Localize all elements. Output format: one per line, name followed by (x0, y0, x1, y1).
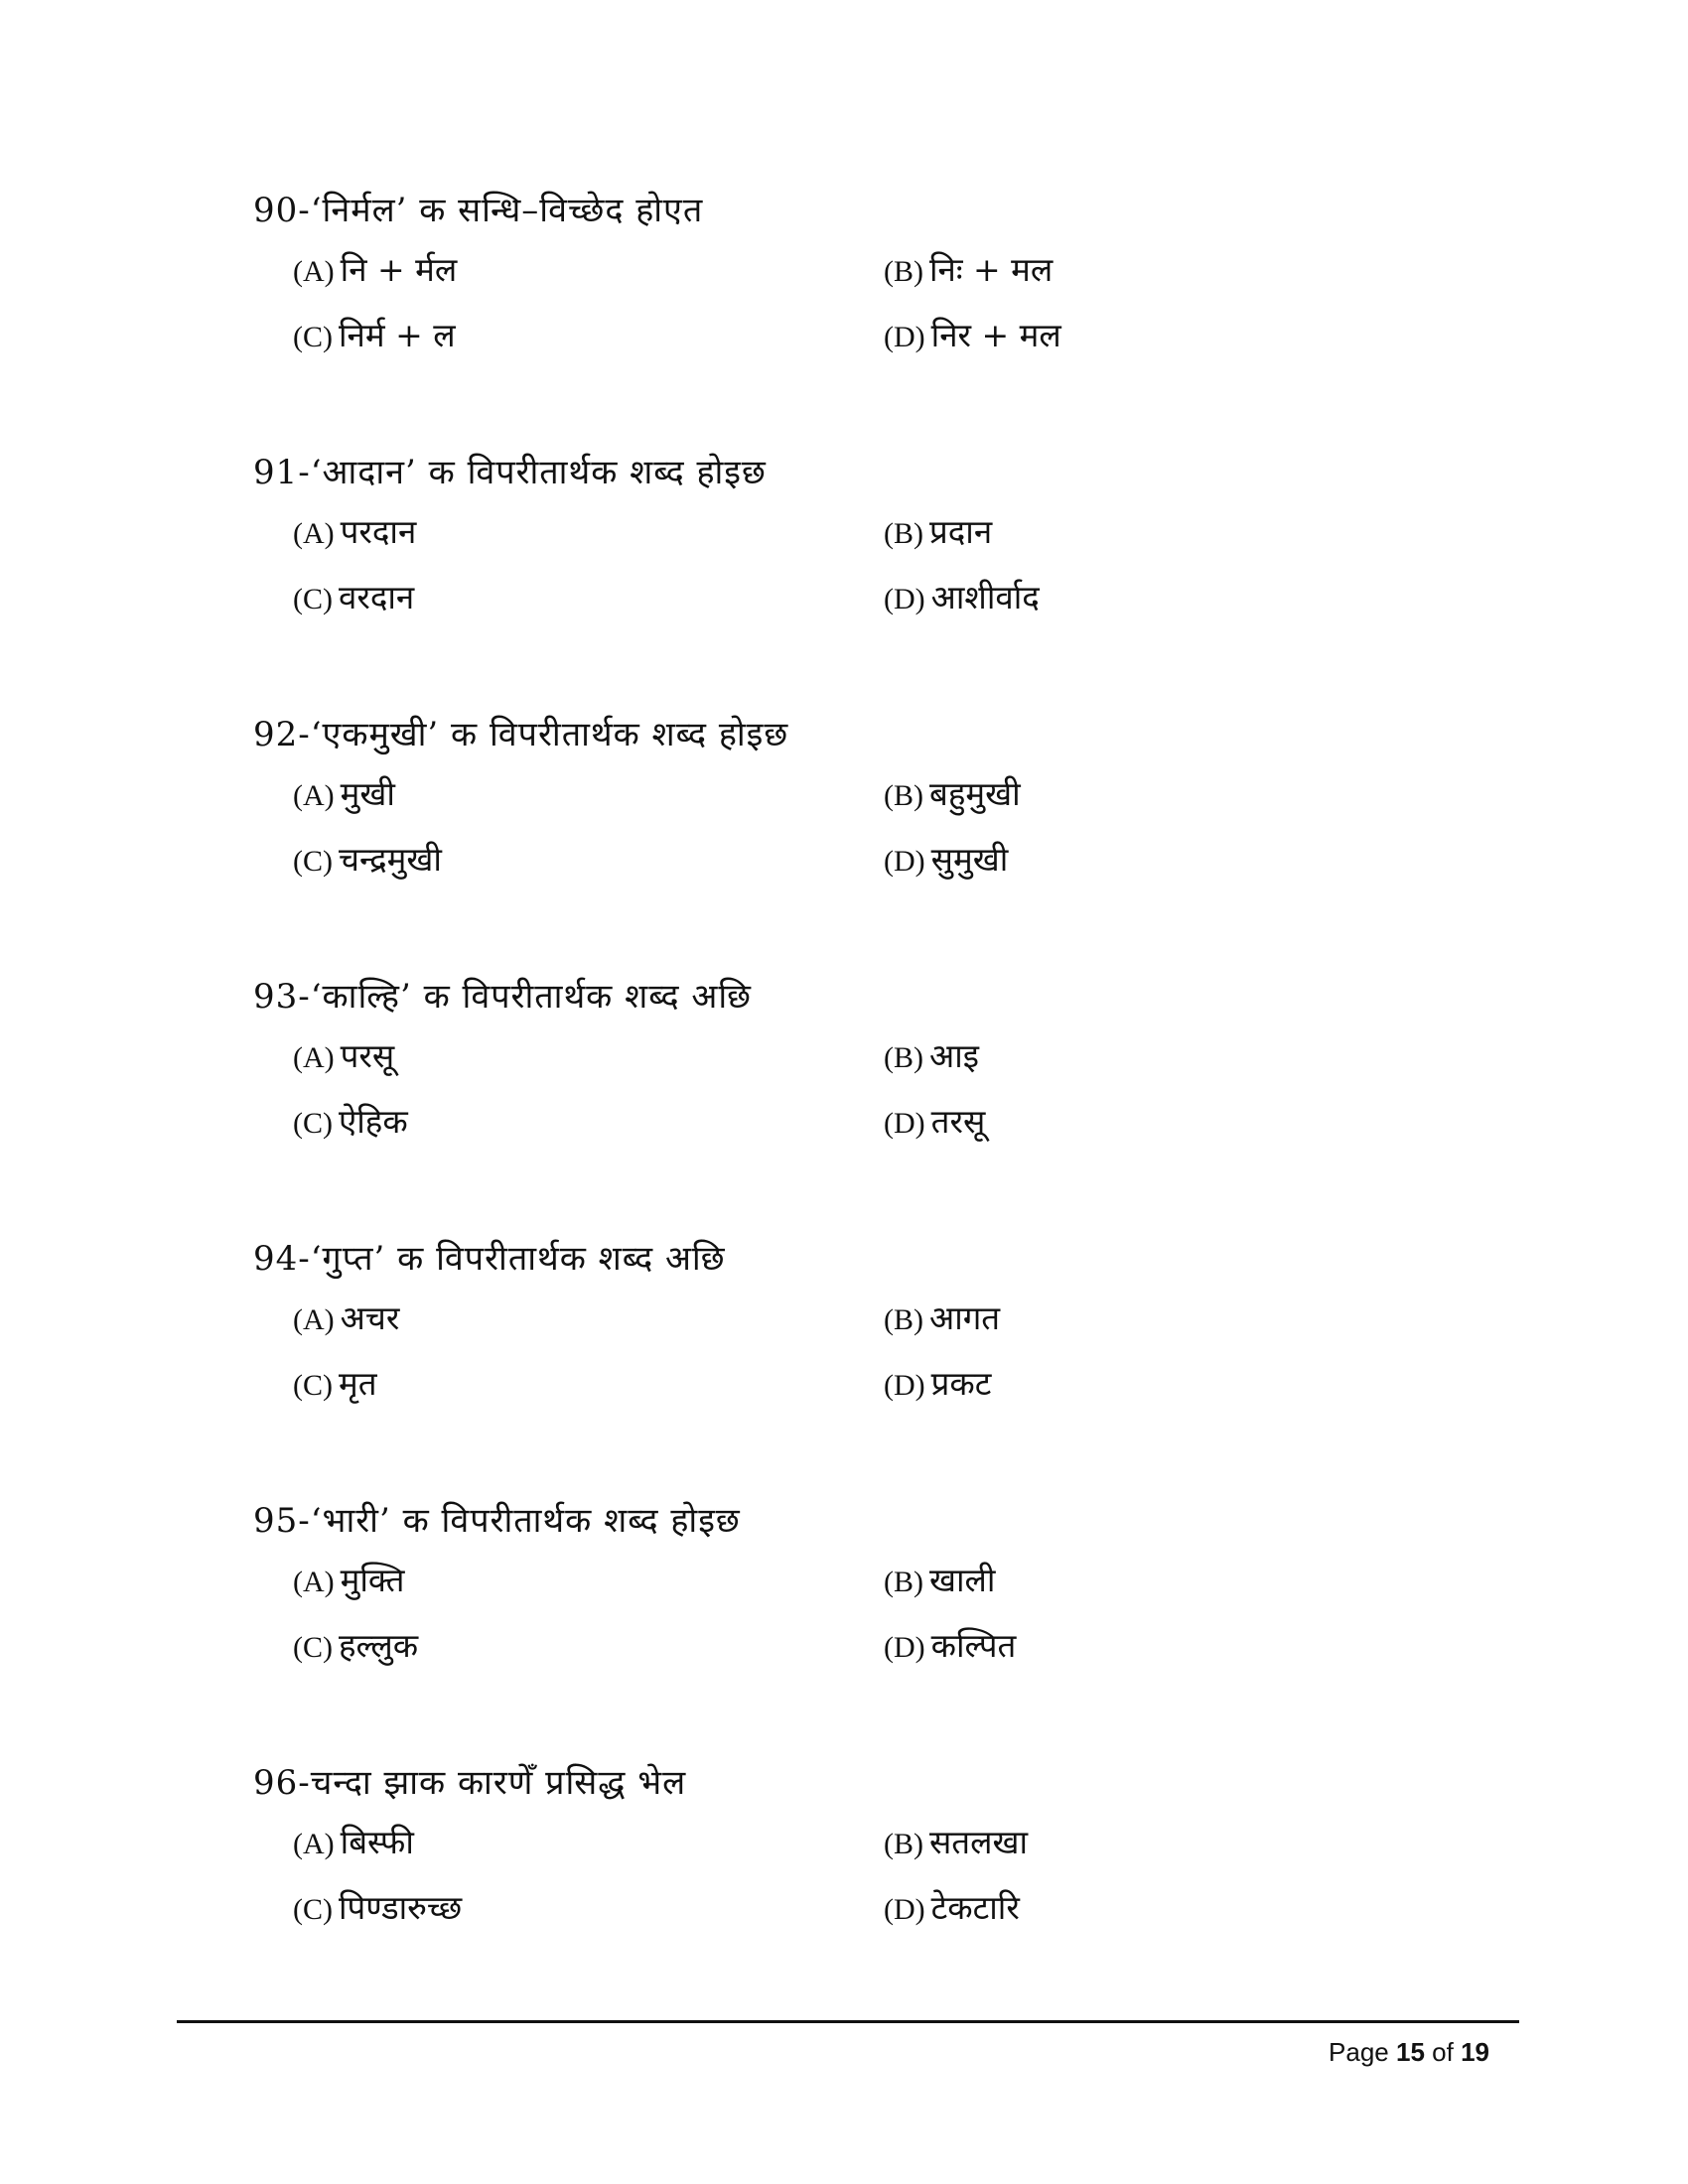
option-grid (293, 764, 1445, 889)
question-text: 92-‘एकमुखी’ क विपरीतार्थक शब्द होइछ (253, 715, 789, 754)
question-text: 93-‘काल्हि’ क विपरीतार्थक शब्द अछि (253, 977, 753, 1017)
option-text: तरसू (930, 1102, 986, 1141)
option-letter: (D) (884, 1107, 925, 1140)
option-letter: (C) (293, 1369, 333, 1402)
option-letter: (A) (293, 255, 335, 288)
current-page: 15 (1396, 2037, 1425, 2067)
option-letter: (A) (293, 1566, 335, 1598)
option-text: मुखी (340, 774, 395, 813)
option-text: मुक्ति (340, 1561, 405, 1599)
option-b (884, 1026, 1380, 1086)
option-c (293, 1616, 884, 1676)
option-letter: (A) (293, 1828, 335, 1860)
option-letter: (A) (293, 1303, 335, 1336)
option-letter: (B) (884, 517, 923, 550)
option-a (293, 1551, 884, 1610)
question-text: 94-‘गुप्त’ क विपरीतार्थक शब्द अछि (253, 1239, 726, 1279)
option-grid (293, 1551, 1445, 1676)
option-d (884, 568, 1380, 627)
option-b (884, 764, 1380, 824)
option-d (884, 830, 1380, 889)
question-94 (253, 1229, 1445, 1491)
question-92 (253, 705, 1445, 967)
option-letter: (D) (884, 1893, 925, 1926)
option-text: निर + मल (930, 316, 1061, 354)
question-95 (253, 1491, 1445, 1753)
option-a (293, 1026, 884, 1086)
option-c (293, 1354, 884, 1414)
option-d (884, 1354, 1380, 1414)
option-a (293, 240, 884, 300)
option-text: आगत (929, 1298, 1001, 1337)
option-letter: (C) (293, 1631, 333, 1664)
total-pages: 19 (1461, 2037, 1489, 2067)
option-grid (293, 1026, 1445, 1152)
option-letter: (C) (293, 1107, 333, 1140)
option-letter: (C) (293, 583, 333, 615)
option-letter: (A) (293, 517, 335, 550)
option-grid (293, 502, 1445, 627)
option-letter: (B) (884, 1041, 923, 1074)
option-text: पिण्डारुच्छ (339, 1888, 463, 1927)
option-text: हल्लुक (339, 1626, 419, 1665)
option-text: मृत (339, 1364, 377, 1403)
option-letter: (B) (884, 779, 923, 812)
option-a (293, 1813, 884, 1872)
option-b (884, 1289, 1380, 1348)
option-c (293, 1092, 884, 1152)
option-letter: (B) (884, 1566, 923, 1598)
option-a (293, 502, 884, 562)
option-letter: (C) (293, 321, 333, 353)
option-text: प्रकट (930, 1364, 992, 1403)
option-c (293, 1878, 884, 1938)
option-text: बहुमुखी (929, 774, 1021, 813)
option-text: वरदान (339, 578, 415, 616)
option-d (884, 1616, 1380, 1676)
option-grid (293, 1289, 1445, 1414)
page-number (1329, 2032, 1489, 2072)
option-letter: (D) (884, 321, 925, 353)
option-text: ऐहिक (339, 1102, 408, 1141)
option-c (293, 306, 884, 365)
option-c (293, 830, 884, 889)
option-d (884, 1878, 1380, 1938)
option-letter: (C) (293, 1893, 333, 1926)
option-letter: (D) (884, 845, 925, 878)
option-text: अचर (340, 1298, 400, 1337)
option-text: चन्द्रमुखी (339, 840, 442, 879)
option-text: परदान (340, 512, 417, 551)
option-letter: (A) (293, 1041, 335, 1074)
option-text: बिस्फी (340, 1823, 414, 1861)
option-b (884, 502, 1380, 562)
question-text: 91-‘आदान’ क विपरीतार्थक शब्द होइछ (253, 453, 767, 492)
option-text: कल्पित (930, 1626, 1017, 1665)
option-letter: (A) (293, 779, 335, 812)
option-a (293, 764, 884, 824)
option-b (884, 1551, 1380, 1610)
option-letter: (B) (884, 1303, 923, 1336)
option-letter: (D) (884, 1631, 925, 1664)
question-91 (253, 443, 1445, 705)
option-text: निर्म + ल (339, 316, 456, 354)
option-c (293, 568, 884, 627)
page-word: Page (1329, 2037, 1389, 2067)
option-d (884, 306, 1380, 365)
question-text: 90-‘निर्मल’ क सन्धि–विच्छेद होएत (253, 191, 704, 230)
option-text: सुमुखी (930, 840, 1009, 879)
option-d (884, 1092, 1380, 1152)
option-b (884, 1813, 1380, 1872)
option-b (884, 240, 1380, 300)
option-text: टेकटारि (930, 1888, 1020, 1927)
option-letter: (B) (884, 255, 923, 288)
of-word: of (1432, 2037, 1454, 2067)
option-letter: (D) (884, 583, 925, 615)
question-93 (253, 967, 1445, 1229)
question-text: 96-चन्दा झाक कारणेँ प्रसिद्ध भेल (253, 1763, 687, 1803)
option-text: प्रदान (929, 512, 993, 551)
question-90 (253, 181, 1445, 443)
option-letter: (B) (884, 1828, 923, 1860)
option-text: निः + मल (929, 250, 1054, 289)
option-text: नि + र्मल (340, 250, 458, 289)
option-text: खाली (929, 1561, 996, 1599)
option-grid (293, 1813, 1445, 1938)
question-list (253, 181, 1445, 2015)
question-text: 95-‘भारी’ क विपरीतार्थक शब्द होइछ (253, 1501, 741, 1541)
footer-divider (177, 2020, 1519, 2023)
option-letter: (D) (884, 1369, 925, 1402)
question-96 (253, 1753, 1445, 2015)
option-letter: (C) (293, 845, 333, 878)
option-text: आइ (929, 1036, 979, 1075)
option-text: परसू (340, 1036, 395, 1075)
option-text: आशीर्वाद (930, 578, 1040, 616)
option-a (293, 1289, 884, 1348)
option-grid (293, 240, 1445, 365)
option-text: सतलखा (929, 1823, 1029, 1861)
